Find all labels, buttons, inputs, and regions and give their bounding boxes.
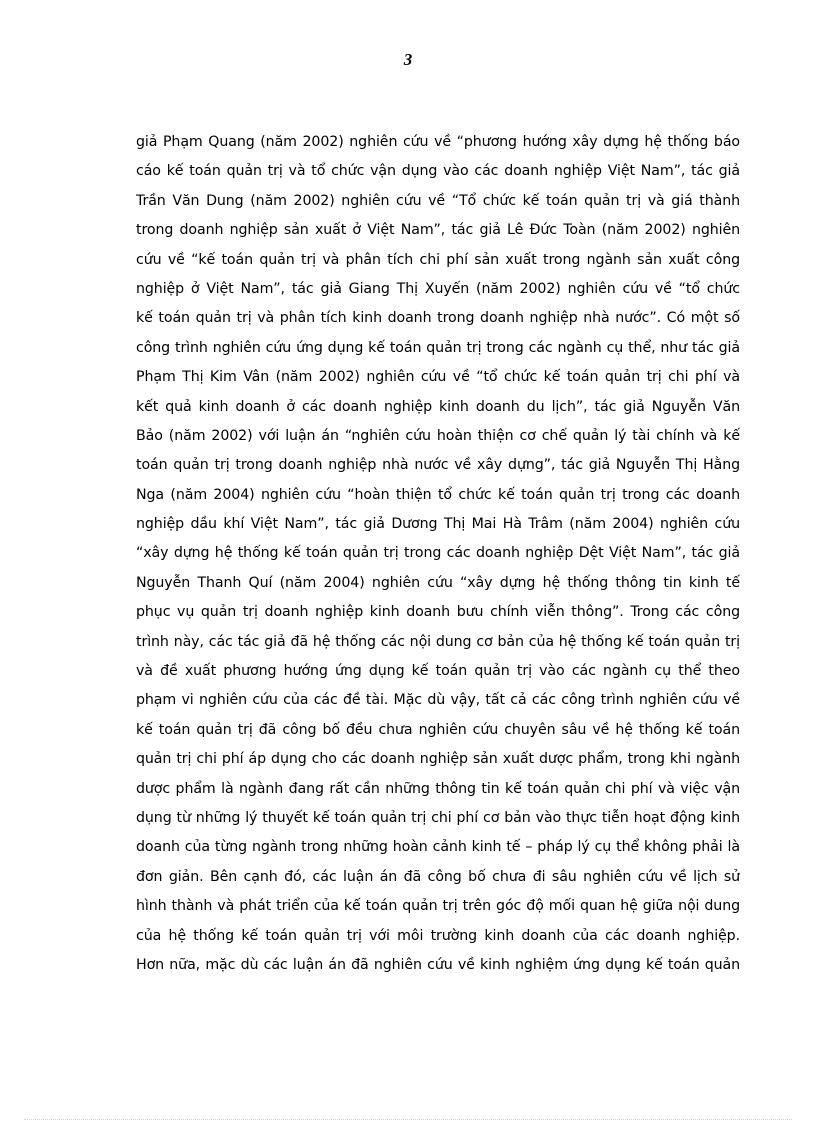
text-line: kế toán quản trị và phân tích kinh doanh trong doanh nghiệp nhà nước”. Có một số <box>136 310 740 327</box>
text-line: trong doanh nghiệp sản xuất ở Việt Nam”, tác giả Lê Đức Toàn (năm 2002) nghiên <box>136 222 740 239</box>
text-line: và đề xuất phương hướng ứng dụng kế toán quản trị vào các ngành cụ thể theo <box>136 663 740 680</box>
text-line: phục vụ quản trị doanh nghiệp kinh doanh bưu chính viễn thông”. Trong các công <box>136 604 740 621</box>
body-paragraph <box>136 128 740 980</box>
text-line: “xây dựng hệ thống kế toán quản trị trong các doanh nghiệp Dệt Việt Nam”, tác giả <box>136 545 740 562</box>
text-line: doanh của từng ngành trong những hoàn cảnh kinh tế – pháp lý cụ thể không phải là <box>136 839 740 856</box>
page-bottom-divider <box>24 1119 792 1120</box>
text-line: kết quả kinh doanh ở các doanh nghiệp kinh doanh du lịch”, tác giả Nguyễn Văn <box>136 398 740 415</box>
text-line: Hơn nữa, mặc dù các luận án đã nghiên cứu về kinh nghiệm ứng dụng kế toán quản <box>136 956 740 973</box>
text-line: dược phẩm là ngành đang rất cần những thông tin kế toán quản chi phí và việc vận <box>136 780 740 797</box>
text-line: cứu về “kế toán quản trị và phân tích chi phí sản xuất trong ngành sản xuất công <box>136 251 740 268</box>
text-line: nghiệp ở Việt Nam”, tác giả Giang Thị Xuyến (năm 2002) nghiên cứu về “tổ chức <box>136 280 740 297</box>
text-line: trình này, các tác giả đã hệ thống các nội dung cơ bản của hệ thống kế toán quản trị <box>136 633 740 650</box>
page-number: 3 <box>403 50 413 69</box>
text-line: Nga (năm 2004) nghiên cứu “hoàn thiện tổ chức kế toán quản trị trong các doanh <box>136 486 740 503</box>
text-line: Bảo (năm 2002) với luận án “nghiên cứu hoàn thiện cơ chế quản lý tài chính và kế <box>136 427 740 444</box>
text-line: của hệ thống kế toán quản trị với môi trường kinh doanh của các doanh nghiệp. <box>136 927 740 944</box>
text-line: phạm vi nghiên cứu của các đề tài. Mặc dù vậy, tất cả các công trình nghiên cứu về <box>136 692 740 709</box>
text-line: dụng từ những lý thuyết kế toán quản trị chi phí cơ bản vào thực tiễn hoạt động kinh <box>136 809 740 826</box>
text-line: cáo kế toán quản trị và tổ chức vận dụng vào các doanh nghiệp Việt Nam”, tác giả <box>136 163 740 180</box>
text-line: Phạm Thị Kim Vân (năm 2002) nghiên cứu về “tổ chức kế toán quản trị chi phí và <box>136 369 740 386</box>
text-line: quản trị chi phí áp dụng cho các doanh nghiệp sản xuất dược phẩm, trong khi ngành <box>136 751 740 768</box>
text-line: giả Phạm Quang (năm 2002) nghiên cứu về “phương hướng xây dựng hệ thống báo <box>136 134 740 150</box>
text-line: toán quản trị trong doanh nghiệp nhà nước về xây dựng”, tác giả Nguyễn Thị Hằng <box>136 457 740 474</box>
text-line: Trần Văn Dung (năm 2002) nghiên cứu về “Tổ chức kế toán quản trị và giá thành <box>136 192 740 209</box>
text-line: nghiệp dầu khí Việt Nam”, tác giả Dương Thị Mai Hà Trâm (năm 2004) nghiên cứu <box>136 516 740 533</box>
text-line: đơn giản. Bên cạnh đó, các luận án đã công bố chưa đi sâu nghiên cứu về lịch sử <box>136 868 740 885</box>
text-line: hình thành và phát triển của kế toán quản trị trên góc độ mối quan hệ giữa nội dung <box>136 898 740 915</box>
text-line: Nguyễn Thanh Quí (năm 2004) nghiên cứu “xây dựng hệ thống thông tin kinh tế <box>136 574 740 591</box>
text-line: kế toán quản trị đã công bố đều chưa nghiên cứu chuyên sâu về hệ thống kế toán <box>136 721 740 738</box>
text-line: công trình nghiên cứu ứng dụng kế toán quản trị trong các ngành cụ thể, như tác giả <box>136 339 740 356</box>
